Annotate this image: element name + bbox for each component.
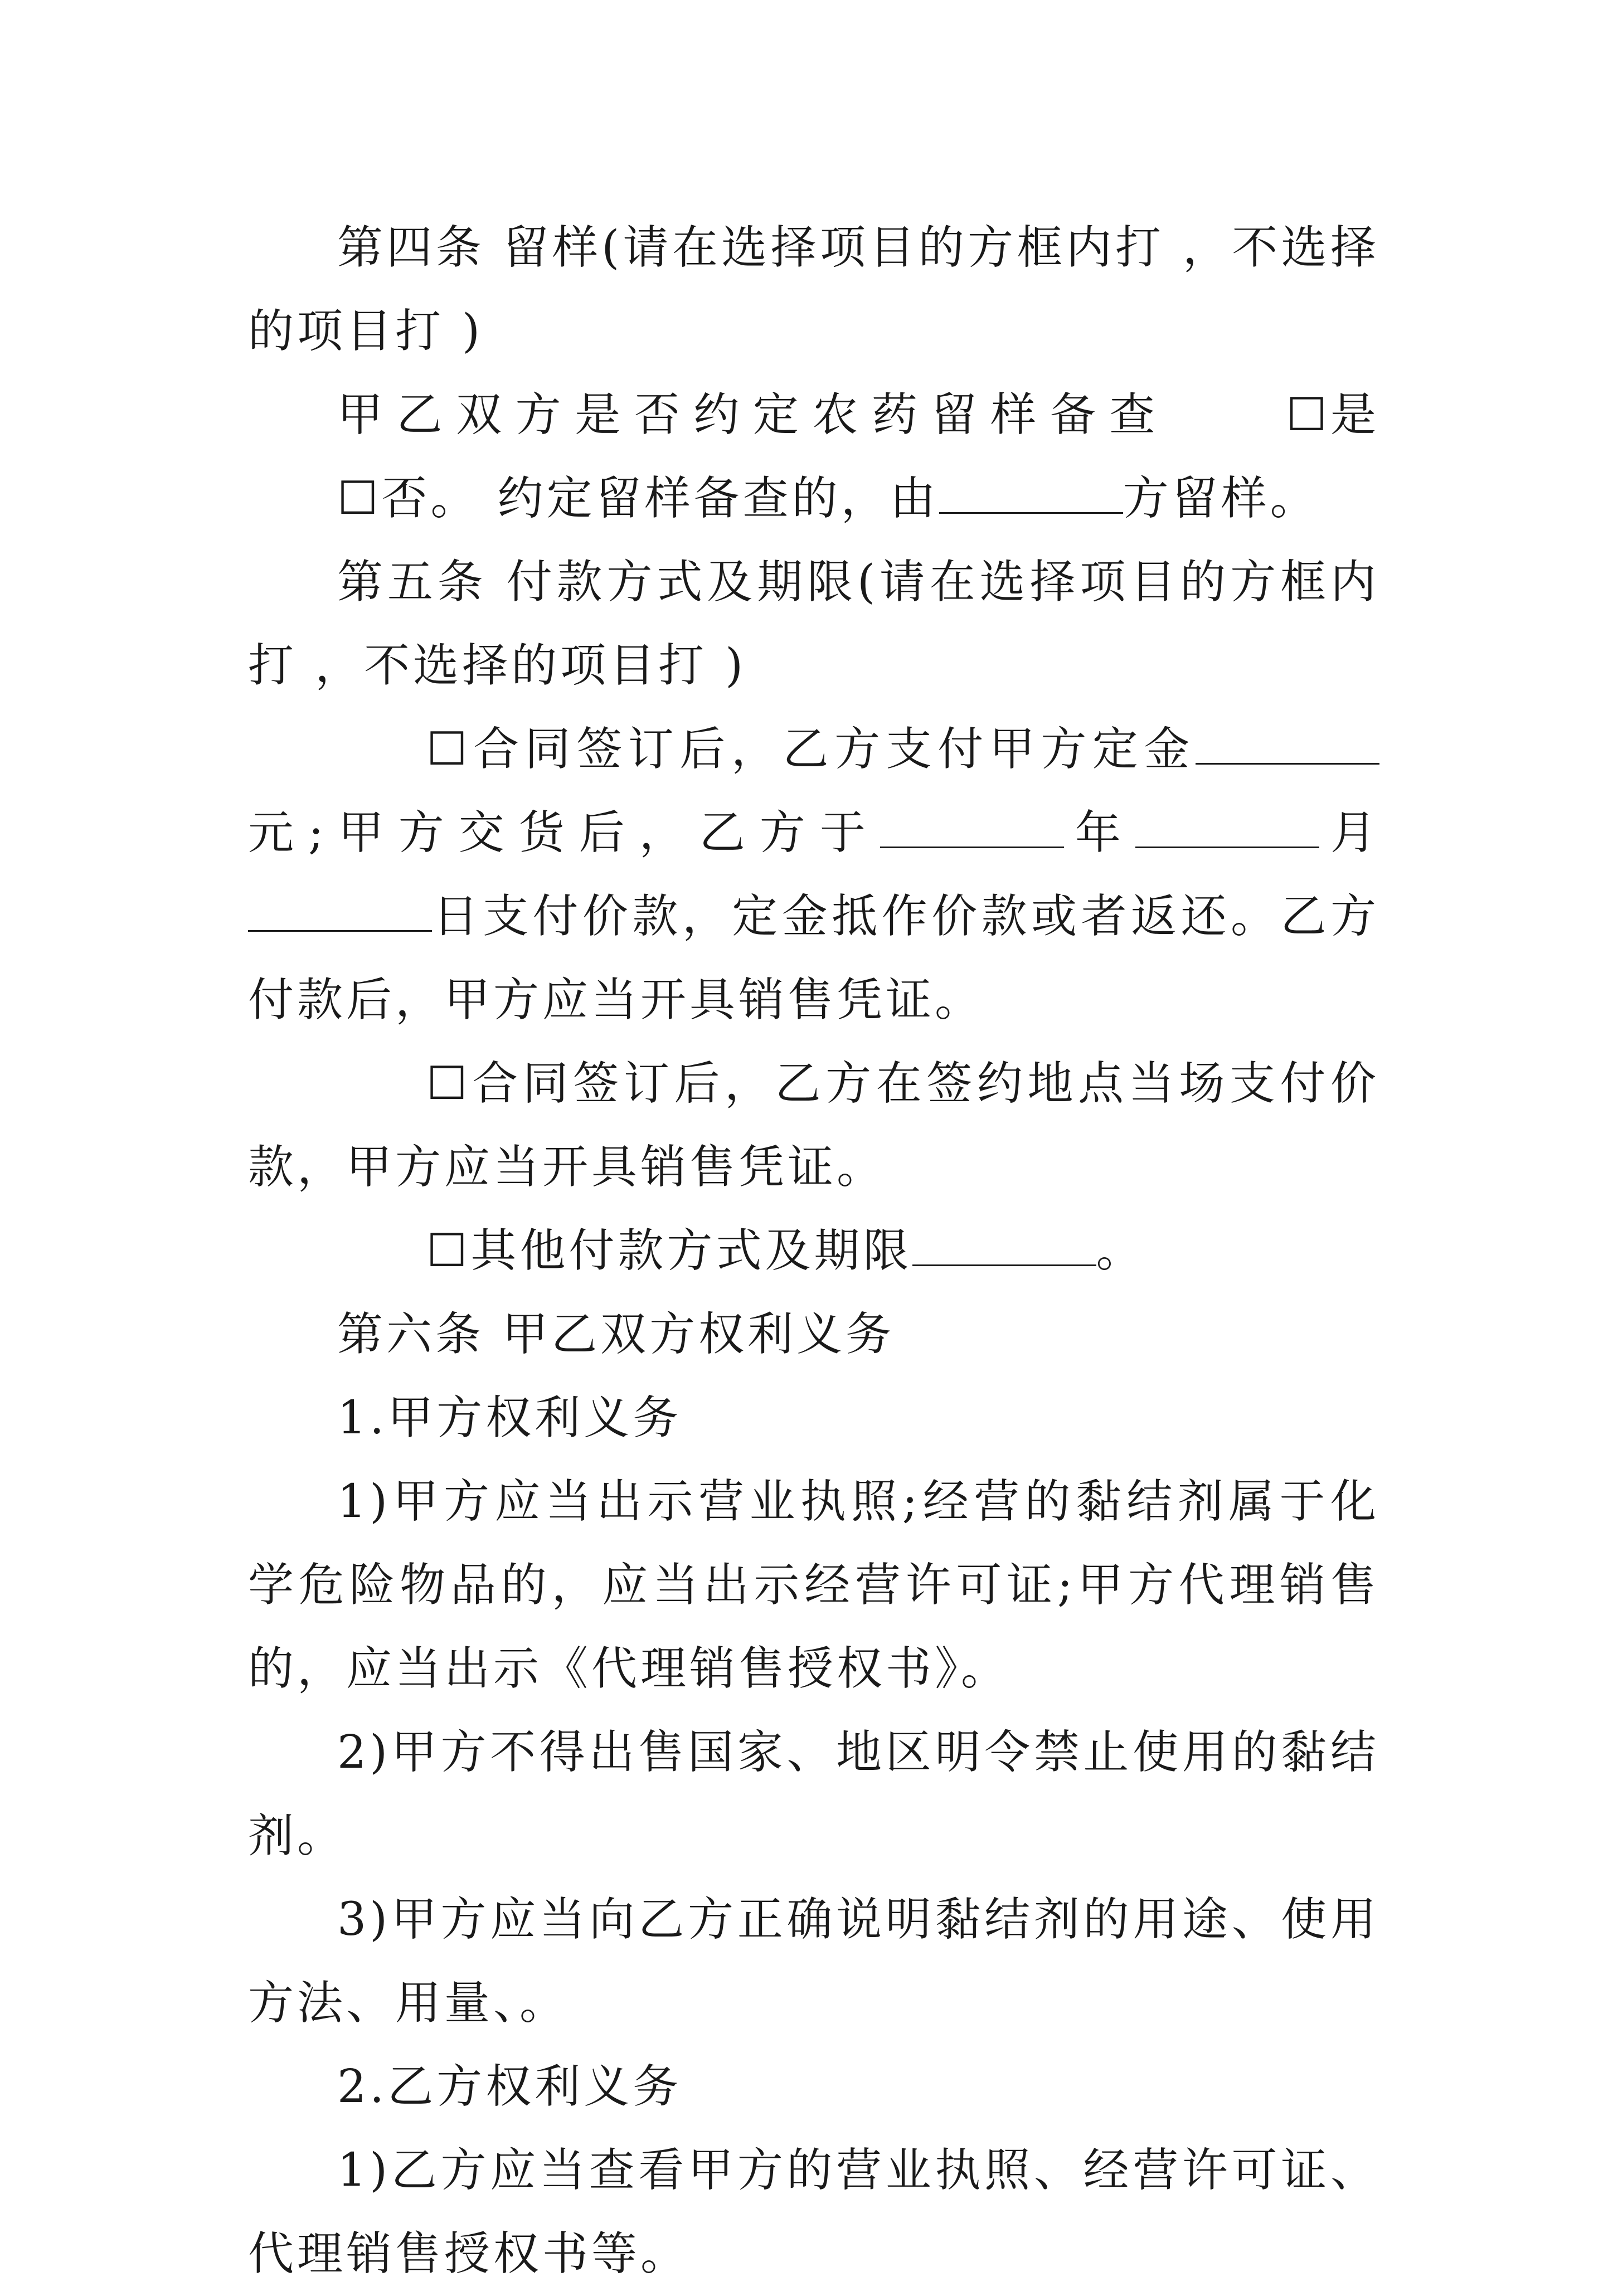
blank-deposit-amount[interactable]	[1196, 729, 1379, 765]
party-a-heading	[248, 1376, 1379, 1460]
party-a-item-1	[248, 1460, 1379, 1711]
party-b-heading	[248, 2045, 1379, 2129]
party-b-item-1	[248, 2129, 1379, 2296]
deposit-text-1: 合同签订后，乙方支付甲方定金	[470, 723, 1196, 776]
blank-other-method[interactable]	[912, 1231, 1096, 1266]
sample-retention-clause	[248, 373, 1379, 541]
article-5-text: 第五条 付款方式及期限(请在选择项目的方框内打 ，不选择的项目打 )	[248, 556, 1379, 692]
article-6-text: 第六条 甲乙双方权利义务	[337, 1308, 895, 1361]
sample-retention-after: 方留样。	[1123, 472, 1319, 525]
other-text: 其他付款方式及期限	[470, 1224, 912, 1277]
checkbox-other[interactable]: ☐	[426, 1224, 471, 1277]
article-4-text: 第四条 留样(请在选择项目的方框内打 ，不选择的项目打 )	[248, 221, 1379, 358]
payment-option-other	[248, 1209, 1379, 1293]
month-label: 月	[1319, 806, 1379, 859]
other-end: 。	[1096, 1224, 1145, 1277]
article-4-heading	[248, 206, 1379, 373]
year-label: 年	[1063, 806, 1135, 859]
blank-sample-party[interactable]	[939, 479, 1123, 514]
blank-year[interactable]	[880, 813, 1064, 848]
party-a-item-2	[248, 1711, 1379, 1878]
checkbox-no[interactable]: ☐否。	[337, 472, 480, 525]
onsite-text: 合同签订后，乙方在签约地点当场支付价款，甲方应当开具销售凭证。	[248, 1057, 1379, 1194]
payment-option-deposit	[248, 708, 1379, 1042]
party-a-heading-text: 1.甲方权利义务	[337, 1392, 682, 1444]
party-b-item-1-text: 1)乙方应当查看甲方的营业执照、经营许可证、代理销售授权书等。	[248, 2144, 1379, 2280]
article-5-heading	[248, 541, 1379, 708]
party-a-item-1-text: 1)甲方应当出示营业执照;经营的黏结剂属于化学危险物品的，应当出示经营许可证;甲方代理销售的，应当出示《代理销售授权书》。	[248, 1475, 1379, 1695]
party-b-heading-text: 2.乙方权利义务	[337, 2060, 682, 2113]
checkbox-yes[interactable]: ☐是	[1286, 388, 1379, 441]
sample-retention-question: 甲乙双方是否约定农药留样备查	[337, 388, 1197, 441]
article-6-heading	[248, 1293, 1379, 1376]
party-a-item-3	[248, 1878, 1379, 2045]
party-a-item-3-text: 3)甲方应当向乙方正确说明黏结剂的用途、使用方法、用量、。	[248, 1893, 1379, 2030]
deposit-text-3: 日支付价款，定金抵作价款或者返还。乙方付款后，甲方应当开具销售凭证。	[248, 890, 1379, 1027]
checkbox-deposit[interactable]: ☐	[426, 723, 471, 776]
document-body	[248, 206, 1379, 2296]
checkbox-onsite[interactable]: ☐	[426, 1057, 471, 1110]
deposit-text-2: 元;甲方交货后，乙方于	[248, 806, 880, 859]
payment-option-onsite	[248, 1042, 1379, 1209]
blank-month[interactable]	[1135, 813, 1319, 848]
sample-retention-middle: 约定留样备查的，由	[479, 472, 939, 525]
party-a-item-2-text: 2)甲方不得出售国家、地区明令禁止使用的黏结剂。	[248, 1726, 1379, 1862]
blank-day[interactable]	[248, 897, 432, 932]
